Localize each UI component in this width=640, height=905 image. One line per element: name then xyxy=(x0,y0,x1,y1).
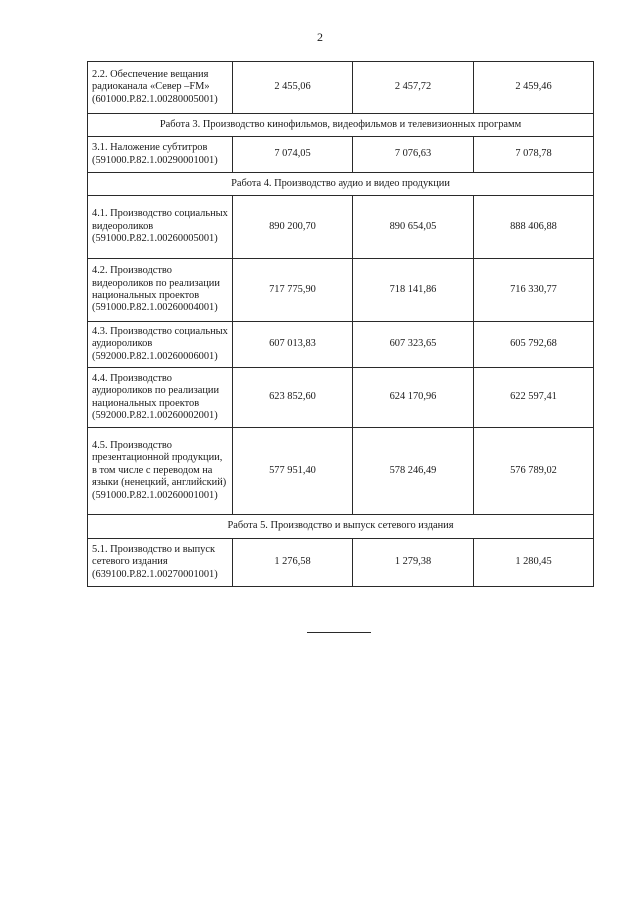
section-row xyxy=(88,173,594,196)
value-cell: 716 330,77 xyxy=(474,259,594,322)
table-row xyxy=(88,62,594,114)
value-cell: 605 792,68 xyxy=(474,322,594,368)
budget-table xyxy=(87,61,594,587)
page-number: 2 xyxy=(317,30,323,44)
table-row xyxy=(88,322,594,368)
section-title: Работа 5. Производство и выпуск сетевого издания xyxy=(88,515,594,539)
value-cell: 717 775,90 xyxy=(233,259,353,322)
item-name-cell: 2.2. Обеспечение вещания радиоканала «Север –FM» (601000.Р.82.1.00280005001) xyxy=(88,62,233,114)
value-cell: 888 406,88 xyxy=(474,196,594,259)
item-name-cell: 4.4. Производство аудиороликов по реализации национальных проектов (592000.Р.82.1.00260002001) xyxy=(88,368,233,428)
table-row xyxy=(88,539,594,587)
value-cell: 7 076,63 xyxy=(353,137,474,173)
item-name-cell: 4.3. Производство социальных аудиороликов (592000.Р.82.1.00260006001) xyxy=(88,322,233,368)
value-cell: 1 276,58 xyxy=(233,539,353,587)
section-title: Работа 3. Производство кинофильмов, видеофильмов и телевизионных программ xyxy=(88,114,594,137)
value-cell: 607 323,65 xyxy=(353,322,474,368)
table-row xyxy=(88,428,594,515)
table-row xyxy=(88,368,594,428)
table-row xyxy=(88,259,594,322)
value-cell: 890 654,05 xyxy=(353,196,474,259)
value-cell: 7 078,78 xyxy=(474,137,594,173)
value-cell: 576 789,02 xyxy=(474,428,594,515)
value-cell: 1 280,45 xyxy=(474,539,594,587)
value-cell: 718 141,86 xyxy=(353,259,474,322)
value-cell: 2 455,06 xyxy=(233,62,353,114)
item-name-cell: 4.2. Производство видеороликов по реализации национальных проектов (591000.Р.82.1.00260004001) xyxy=(88,259,233,322)
value-cell: 2 459,46 xyxy=(474,62,594,114)
end-of-document-rule xyxy=(307,632,371,633)
value-cell: 607 013,83 xyxy=(233,322,353,368)
item-name-cell: 5.1. Производство и выпуск сетевого издания (639100.Р.82.1.00270001001) xyxy=(88,539,233,587)
value-cell: 578 246,49 xyxy=(353,428,474,515)
value-cell: 7 074,05 xyxy=(233,137,353,173)
value-cell: 577 951,40 xyxy=(233,428,353,515)
item-name-cell: 4.1. Производство социальных видеороликов (591000.Р.82.1.00260005001) xyxy=(88,196,233,259)
value-cell: 622 597,41 xyxy=(474,368,594,428)
table-row xyxy=(88,137,594,173)
item-name-cell: 3.1. Наложение субтитров (591000.Р.82.1.00290001001) xyxy=(88,137,233,173)
section-row xyxy=(88,515,594,539)
value-cell: 2 457,72 xyxy=(353,62,474,114)
section-row xyxy=(88,114,594,137)
table-row xyxy=(88,196,594,259)
value-cell: 623 852,60 xyxy=(233,368,353,428)
value-cell: 1 279,38 xyxy=(353,539,474,587)
value-cell: 890 200,70 xyxy=(233,196,353,259)
value-cell: 624 170,96 xyxy=(353,368,474,428)
section-title: Работа 4. Производство аудио и видео продукции xyxy=(88,173,594,196)
item-name-cell: 4.5. Производство презентационной продукции, в том числе с переводом на языки (ненецкий, английский) (591000.Р.82.1.00260001001) xyxy=(88,428,233,515)
